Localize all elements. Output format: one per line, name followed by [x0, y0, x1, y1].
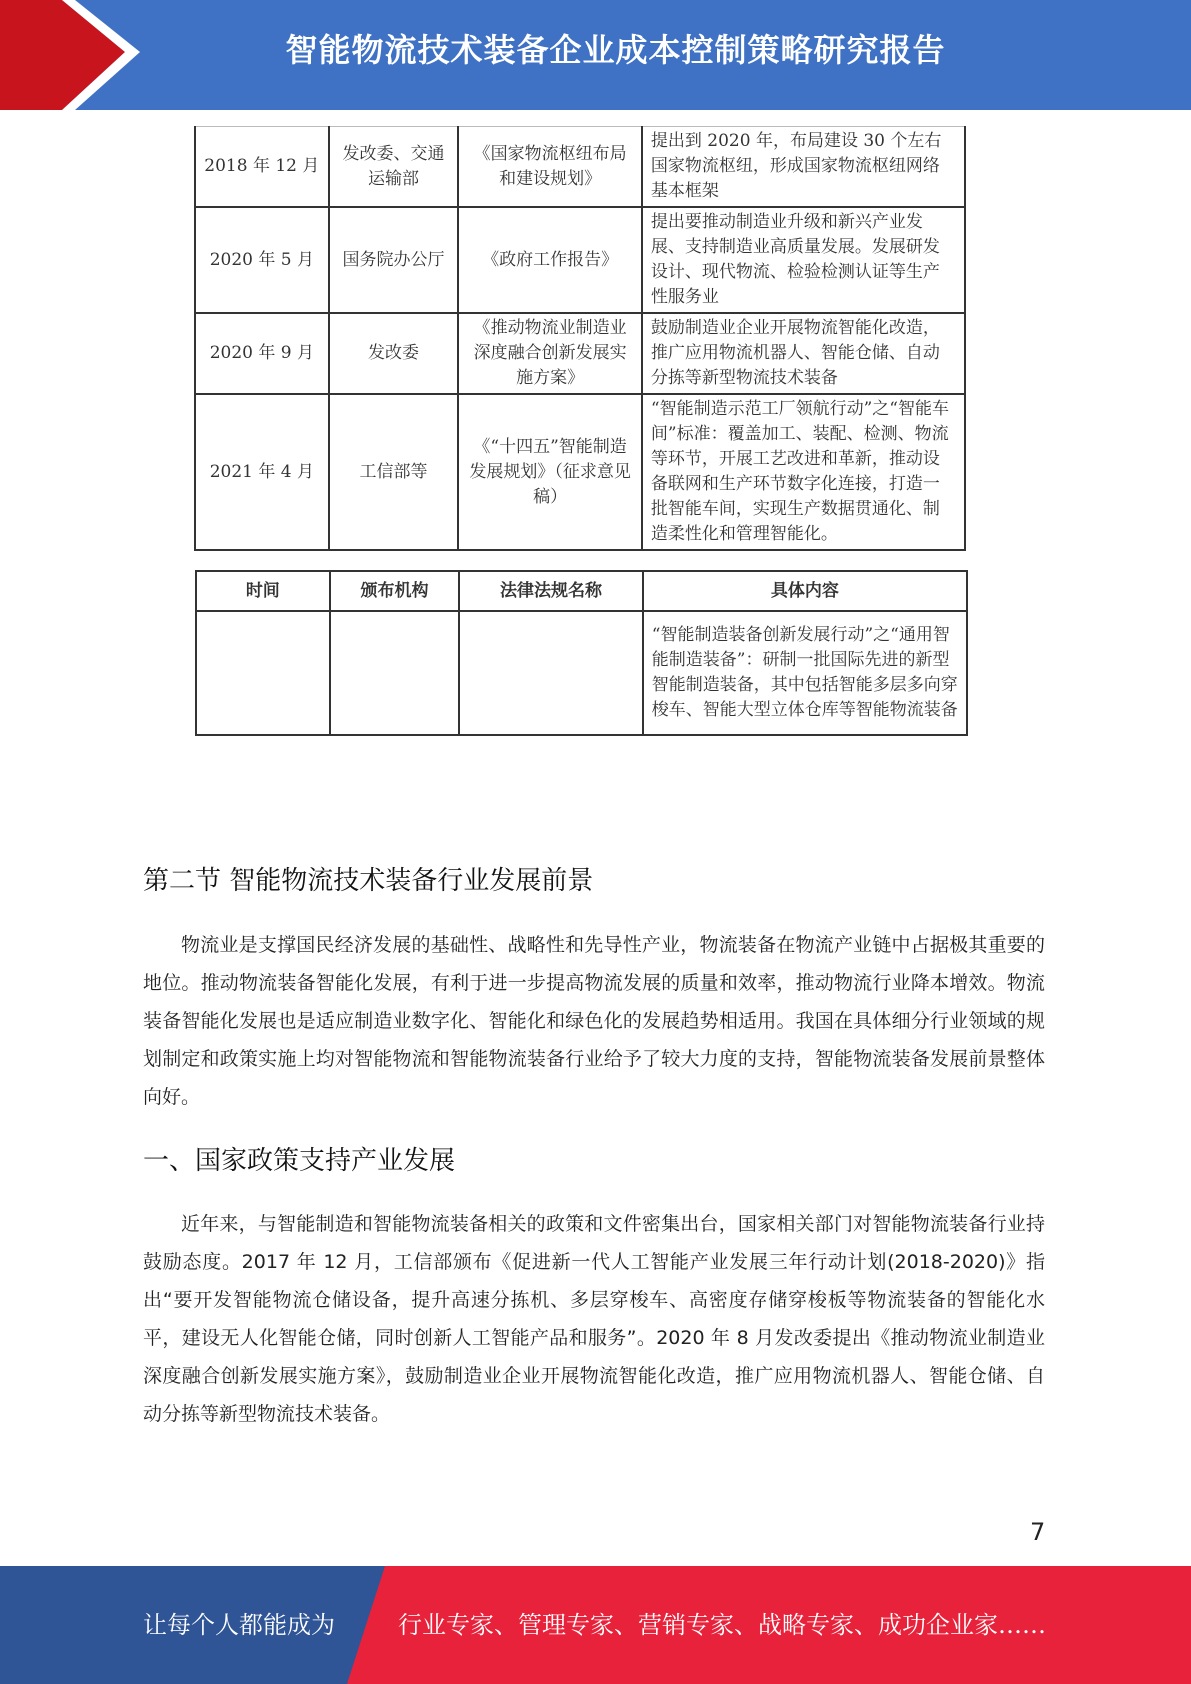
table-cell-agency: 发改委 — [329, 313, 459, 394]
page-footer — [0, 1566, 1191, 1684]
page-number: 7 — [1030, 1518, 1046, 1546]
column-header-content: 具体内容 — [643, 571, 967, 611]
column-header-name: 法律法规名称 — [459, 571, 642, 611]
footer-slogan-right: 行业专家、管理专家、营销专家、战略专家、成功企业家…… — [398, 1611, 1046, 1639]
column-header-time: 时间 — [196, 571, 330, 611]
table-cell-name: 《推动物流业制造业深度融合创新发展实施方案》 — [458, 313, 642, 394]
subsection-paragraph: 近年来，与智能制造和智能物流装备相关的政策和文件密集出台，国家相关部门对智能物流装备行业持鼓励态度。2017 年 12 月，工信部颁布《促进新一代人工智能产业发展三年行动计划(2018-2020)》指出“要开发智能物流仓储设备，提升高速分拣机、多层穿梭车、高密度存储穿梭板等物流装备的智能化水平，建设无人化智能仓储，同时创新人工智能产品和服务”。2020 年 8 月发改委提出《推动物流业制造业深度融合创新发展实施方案》，鼓励制造业企业开展物流智能化改造，推广应用物流机器人、智能仓储、自动分拣等新型物流技术装备。 — [143, 1213, 1045, 1425]
table-cell-name: 《政府工作报告》 — [458, 207, 642, 313]
table-row — [195, 394, 965, 550]
section-intro-paragraph: 物流业是支撑国民经济发展的基础性、战略性和先导性产业，物流装备在物流产业链中占据极其重要的地位。推动物流装备智能化发展，有利于进一步提高物流发展的质量和效率，推动物流行业降本增效。物流装备智能化发展也是适应制造业数字化、智能化和绿色化的发展趋势相适用。我国在具体细分行业领域的规划制定和政策实施上均对智能物流和智能物流装备行业给予了较大力度的支持，智能物流装备发展前景整体向好。 — [143, 934, 1045, 1108]
table-cell-name — [459, 611, 642, 735]
table-cell-time: 2020 年 9 月 — [195, 313, 329, 394]
table-cell-time: 2018 年 12 月 — [195, 127, 329, 208]
table-cell-agency: 国务院办公厅 — [329, 207, 459, 313]
footer-slogan-left: 让每个人都能成为 — [143, 1611, 335, 1639]
table-cell-content: 鼓励制造业企业开展物流智能化改造，推广应用物流机器人、智能仓储、自动分拣等新型物流技术装备 — [642, 313, 965, 394]
column-header-agency: 颁布机构 — [330, 571, 460, 611]
table-cell-agency: 发改委、交通运输部 — [329, 127, 459, 208]
table-cell-name: 《“十四五”智能制造发展规划》（征求意见稿） — [458, 394, 642, 550]
table-row — [195, 207, 965, 313]
report-title: 智能物流技术装备企业成本控制策略研究报告 — [285, 31, 946, 69]
table-row — [196, 611, 967, 735]
section-heading: 第二节 智能物流技术装备行业发展前景 — [143, 866, 594, 896]
table-cell-time — [196, 611, 330, 735]
table-cell-agency: 工信部等 — [329, 394, 459, 550]
table-row — [195, 313, 965, 394]
table-cell-name: 《国家物流枢纽布局和建设规划》 — [458, 127, 642, 208]
table-cell-content: 提出要推动制造业升级和新兴产业发展、支持制造业高质量发展。发展研发设计、现代物流、检验检测认证等生产性服务业 — [642, 207, 965, 313]
table-cell-agency — [330, 611, 460, 735]
policy-table — [195, 570, 968, 736]
policy-table-continued — [194, 126, 966, 551]
table-cell-content: 提出到 2020 年，布局建设 30 个左右国家物流枢纽，形成国家物流枢纽网络基本框架 — [642, 127, 965, 208]
table-row — [195, 127, 965, 208]
table-cell-time: 2021 年 4 月 — [195, 394, 329, 550]
table-cell-content: “智能制造示范工厂领航行动”之“智能车间”标准：覆盖加工、装配、检测、物流等环节，开展工艺改进和革新，推动设备联网和生产环节数字化连接，打造一批智能车间，实现生产数据贯通化、制造柔性化和管理智能化。 — [642, 394, 965, 550]
table-cell-content: “智能制造装备创新发展行动”之“通用智能制造装备”：研制一批国际先进的新型智能制造装备，其中包括智能多层多向穿梭车、智能大型立体仓库等智能物流装备 — [643, 611, 967, 735]
table-header-row — [196, 571, 967, 611]
subsection-heading: 一、国家政策支持产业发展 — [143, 1146, 456, 1176]
page-header — [0, 0, 1191, 110]
table-cell-time: 2020 年 5 月 — [195, 207, 329, 313]
